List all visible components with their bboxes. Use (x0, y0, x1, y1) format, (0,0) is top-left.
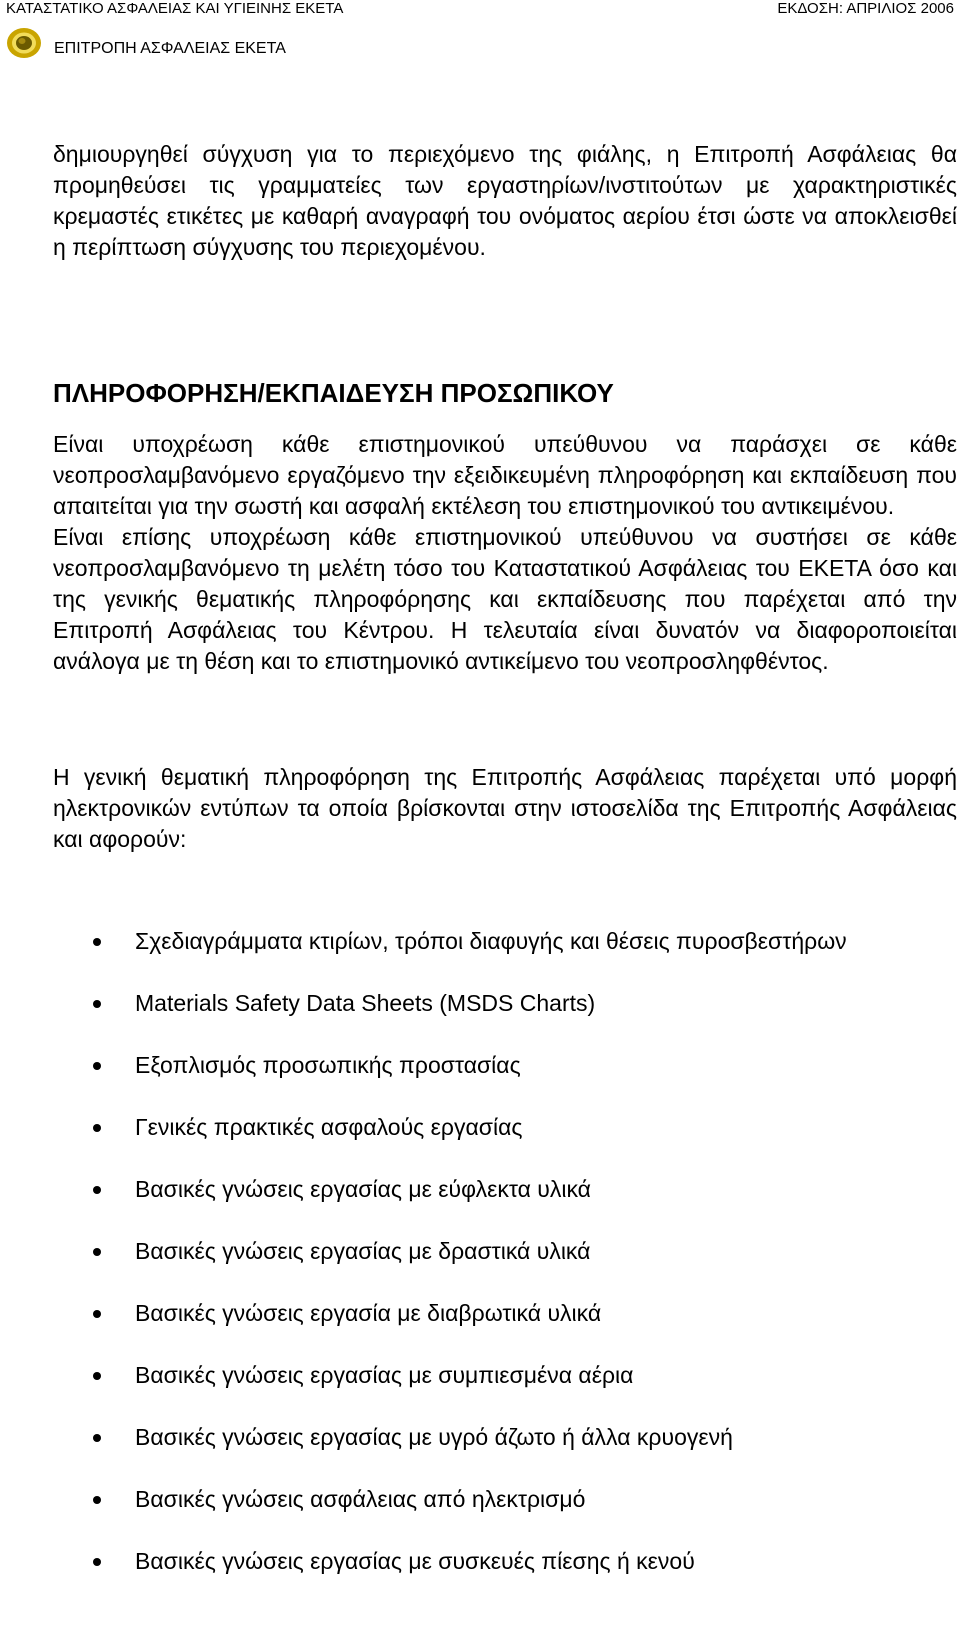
topics-list (53, 926, 957, 1577)
edition-date: ΕΚΔΟΣΗ: ΑΠΡΙΛΙΟΣ 2006 (777, 0, 954, 17)
bullet-icon (93, 1496, 101, 1504)
committee-name: ΕΠΙΤΡΟΠΗ ΑΣΦΑΛΕΙΑΣ ΕΚΕΤΑ (54, 40, 286, 57)
list-item: Materials Safety Data Sheets (MSDS Charts) (53, 988, 957, 1019)
paragraph-additional-obligation: Είναι επίσης υποχρέωση κάθε επιστημονικού υπεύθυνου να συστήσει σε κάθε νεοπροσλαμβανόμενο τη μελέτη τόσο του Καταστατικού Ασφάλειας του ΕΚΕΤΑ όσο και της γενικής θεματικής πληροφόρησης και εκπαίδευσης που παρέχεται από την Επιτροπή Ασφάλειας του Κέντρου. Η τελευταία είναι δυνατόν να διαφοροποιείται ανάλογα με τη θέση και το επιστημονικό αντικείμενο του νεοπροσληφθέντος. (53, 524, 957, 674)
section-heading: ΠΛΗΡΟΦΟΡΗΣΗ/ΕΚΠΑΙΔΕΥΣΗ ΠΡΟΣΩΠΙΚΟΥ (53, 378, 614, 408)
list-item: Γενικές πρακτικές ασφαλούς εργασίας (53, 1112, 957, 1143)
list-item: Βασικές γνώσεις ασφάλειας από ηλεκτρισμό (53, 1484, 957, 1515)
paragraph-obligation: Είναι υποχρέωση κάθε επιστημονικού υπεύθυνου να παράσχει σε κάθε νεοπροσλαμβανόμενο εργαζόμενο την εξειδικευμένη πληροφόρηση και εκπαίδευση που απαιτείται για την σωστή και ασφαλή εκτέλεση του επιστημονικού του αντικειμένου. (53, 431, 957, 519)
paragraph-general-information: Η γενική θεματική πληροφόρηση της Επιτροπής Ασφάλειας παρέχεται υπό μορφή ηλεκτρονικών εντύπων τα οποία βρίσκονται στην ιστοσελίδα της Επιτροπής Ασφάλειας και αφορούν: (53, 764, 957, 852)
gold-seal-logo-icon (6, 27, 42, 59)
list-item: Βασικές γνώσεις εργασίας με συσκευές πίεσης ή κενού (53, 1546, 957, 1577)
bullet-icon (93, 1124, 101, 1132)
list-item: Σχεδιαγράμματα κτιρίων, τρόποι διαφυγής και θέσεις πυροσβεστήρων (53, 926, 957, 957)
bullet-icon (93, 1248, 101, 1256)
bullet-icon (93, 938, 101, 946)
list-item: Βασικές γνώσεις εργασία με διαβρωτικά υλικά (53, 1298, 957, 1329)
page-header (6, 0, 954, 20)
staff-training-section (53, 429, 957, 677)
intro-section (53, 139, 957, 263)
bullet-icon (93, 1062, 101, 1070)
list-item: Εξοπλισμός προσωπικής προστασίας (53, 1050, 957, 1081)
list-item: Βασικές γνώσεις εργασίας με δραστικά υλικά (53, 1236, 957, 1267)
list-item: Βασικές γνώσεις εργασίας με συμπιεσμένα αέρια (53, 1360, 957, 1391)
bullet-icon (93, 1372, 101, 1380)
list-item: Βασικές γνώσεις εργασίας με υγρό άζωτο ή άλλα κρυογενή (53, 1422, 957, 1453)
intro-paragraph: δημιουργηθεί σύγχυση για το περιεχόμενο της φιάλης, η Επιτροπή Ασφάλειας θα προμηθεύσει τις γραμματείες των εργαστηρίων/ινστιτούτων με χαρακτηριστικές κρεμαστές ετικέτες με καθαρή αναγραφή του ονόματος αερίου έτσι ώστε να αποκλεισθεί η περίπτωση σύγχυσης του περιεχομένου. (53, 141, 957, 260)
bullet-icon (93, 1000, 101, 1008)
bullet-icon (93, 1310, 101, 1318)
document-title: ΚΑΤΑΣΤΑΤΙΚΟ ΑΣΦΑΛΕΙΑΣ ΚΑΙ ΥΓΙΕΙΝΗΣ ΕΚΕΤΑ (6, 0, 344, 17)
list-item: Βασικές γνώσεις εργασίας με εύφλεκτα υλικά (53, 1174, 957, 1205)
general-info-section (53, 762, 957, 855)
bullet-icon (93, 1434, 101, 1442)
bullet-icon (93, 1186, 101, 1194)
bullet-icon (93, 1558, 101, 1566)
